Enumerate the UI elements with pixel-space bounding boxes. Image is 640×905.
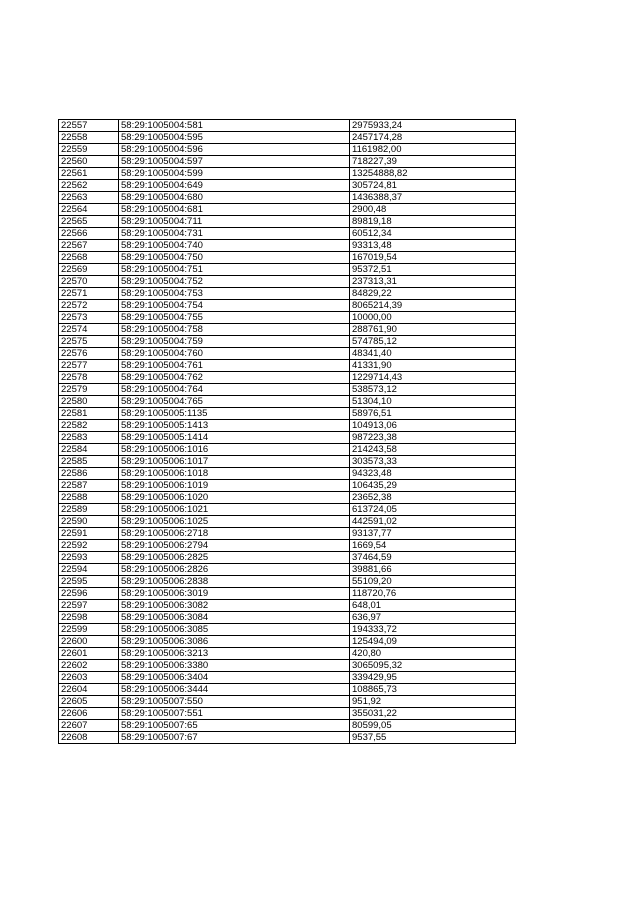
table-row	[59, 360, 516, 372]
value-cell: 194333,72	[350, 624, 516, 636]
row-number-cell: 22594	[59, 564, 119, 576]
row-number-cell: 22566	[59, 228, 119, 240]
table-row	[59, 468, 516, 480]
cadastral-number-cell: 58:29:1005006:3082	[119, 600, 350, 612]
value-cell: 339429,95	[350, 672, 516, 684]
cadastral-number-cell: 58:29:1005005:1414	[119, 432, 350, 444]
cadastral-number-cell: 58:29:1005007:551	[119, 708, 350, 720]
row-number-cell: 22581	[59, 408, 119, 420]
cadastral-number-cell: 58:29:1005007:67	[119, 732, 350, 744]
row-number-cell: 22573	[59, 312, 119, 324]
row-number-cell: 22564	[59, 204, 119, 216]
row-number-cell: 22585	[59, 456, 119, 468]
table-row	[59, 624, 516, 636]
row-number-cell: 22593	[59, 552, 119, 564]
table-row	[59, 504, 516, 516]
row-number-cell: 22558	[59, 132, 119, 144]
row-number-cell: 22606	[59, 708, 119, 720]
row-number-cell: 22587	[59, 480, 119, 492]
value-cell: 355031,22	[350, 708, 516, 720]
value-cell: 80599,05	[350, 720, 516, 732]
cadastral-number-cell: 58:29:1005006:1019	[119, 480, 350, 492]
value-cell: 108865,73	[350, 684, 516, 696]
table-row	[59, 144, 516, 156]
table-row	[59, 516, 516, 528]
table-row	[59, 420, 516, 432]
table-row	[59, 216, 516, 228]
row-number-cell: 22576	[59, 348, 119, 360]
value-cell: 288761,90	[350, 324, 516, 336]
cadastral-number-cell: 58:29:1005006:3085	[119, 624, 350, 636]
table-row	[59, 384, 516, 396]
cadastral-number-cell: 58:29:1005004:754	[119, 300, 350, 312]
cadastral-number-cell: 58:29:1005004:597	[119, 156, 350, 168]
table-row	[59, 660, 516, 672]
cadastral-number-cell: 58:29:1005004:762	[119, 372, 350, 384]
row-number-cell: 22568	[59, 252, 119, 264]
value-cell: 648,01	[350, 600, 516, 612]
row-number-cell: 22586	[59, 468, 119, 480]
table-row	[59, 528, 516, 540]
cadastral-number-cell: 58:29:1005004:595	[119, 132, 350, 144]
row-number-cell: 22598	[59, 612, 119, 624]
cadastral-number-cell: 58:29:1005004:681	[119, 204, 350, 216]
table-row	[59, 288, 516, 300]
value-cell: 48341,40	[350, 348, 516, 360]
row-number-cell: 22601	[59, 648, 119, 660]
value-cell: 987223,38	[350, 432, 516, 444]
row-number-cell: 22579	[59, 384, 119, 396]
row-number-cell: 22589	[59, 504, 119, 516]
table-row	[59, 564, 516, 576]
value-cell: 2457174,28	[350, 132, 516, 144]
table-row	[59, 228, 516, 240]
value-cell: 538573,12	[350, 384, 516, 396]
row-number-cell: 22560	[59, 156, 119, 168]
value-cell: 125494,09	[350, 636, 516, 648]
table-row	[59, 180, 516, 192]
value-cell: 3065095,32	[350, 660, 516, 672]
row-number-cell: 22565	[59, 216, 119, 228]
table-row	[59, 720, 516, 732]
cadastral-number-cell: 58:29:1005004:752	[119, 276, 350, 288]
value-cell: 167019,54	[350, 252, 516, 264]
value-cell: 305724,81	[350, 180, 516, 192]
cadastral-number-cell: 58:29:1005006:1017	[119, 456, 350, 468]
cadastral-number-cell: 58:29:1005006:1016	[119, 444, 350, 456]
value-cell: 51304,10	[350, 396, 516, 408]
row-number-cell: 22583	[59, 432, 119, 444]
value-cell: 718227,39	[350, 156, 516, 168]
cadastral-number-cell: 58:29:1005004:761	[119, 360, 350, 372]
row-number-cell: 22599	[59, 624, 119, 636]
cadastral-number-cell: 58:29:1005004:755	[119, 312, 350, 324]
table-row	[59, 456, 516, 468]
table-row	[59, 600, 516, 612]
value-cell: 93313,48	[350, 240, 516, 252]
table-row	[59, 300, 516, 312]
row-number-cell: 22557	[59, 120, 119, 132]
table-row	[59, 444, 516, 456]
row-number-cell: 22572	[59, 300, 119, 312]
cadastral-number-cell: 58:29:1005005:1135	[119, 408, 350, 420]
value-cell: 55109,20	[350, 576, 516, 588]
table-row	[59, 156, 516, 168]
table-row	[59, 684, 516, 696]
cadastral-number-cell: 58:29:1005004:599	[119, 168, 350, 180]
value-cell: 106435,29	[350, 480, 516, 492]
table-row	[59, 132, 516, 144]
row-number-cell: 22580	[59, 396, 119, 408]
value-cell: 613724,05	[350, 504, 516, 516]
value-cell: 1229714,43	[350, 372, 516, 384]
table-row	[59, 432, 516, 444]
value-cell: 23652,38	[350, 492, 516, 504]
table-row	[59, 276, 516, 288]
cadastral-number-cell: 58:29:1005004:753	[119, 288, 350, 300]
cadastral-number-cell: 58:29:1005006:2825	[119, 552, 350, 564]
table-row	[59, 540, 516, 552]
row-number-cell: 22562	[59, 180, 119, 192]
cadastral-number-cell: 58:29:1005004:759	[119, 336, 350, 348]
table-row	[59, 264, 516, 276]
value-cell: 237313,31	[350, 276, 516, 288]
table-row	[59, 324, 516, 336]
table-row	[59, 408, 516, 420]
value-cell: 951,92	[350, 696, 516, 708]
cadastral-number-cell: 58:29:1005004:765	[119, 396, 350, 408]
row-number-cell: 22608	[59, 732, 119, 744]
value-cell: 60512,34	[350, 228, 516, 240]
value-cell: 93137,77	[350, 528, 516, 540]
cadastral-number-cell: 58:29:1005004:581	[119, 120, 350, 132]
table-row	[59, 732, 516, 744]
table-row	[59, 708, 516, 720]
value-cell: 1436388,37	[350, 192, 516, 204]
row-number-cell: 22596	[59, 588, 119, 600]
cadastral-number-cell: 58:29:1005004:596	[119, 144, 350, 156]
table-body	[59, 120, 516, 744]
value-cell: 214243,58	[350, 444, 516, 456]
cadastral-number-cell: 58:29:1005004:740	[119, 240, 350, 252]
value-cell: 8065214,39	[350, 300, 516, 312]
value-cell: 420,80	[350, 648, 516, 660]
row-number-cell: 22578	[59, 372, 119, 384]
cadastral-number-cell: 58:29:1005007:550	[119, 696, 350, 708]
row-number-cell: 22584	[59, 444, 119, 456]
row-number-cell: 22597	[59, 600, 119, 612]
row-number-cell: 22569	[59, 264, 119, 276]
cadastral-number-cell: 58:29:1005006:1021	[119, 504, 350, 516]
value-cell: 303573,33	[350, 456, 516, 468]
cadastral-number-cell: 58:29:1005004:731	[119, 228, 350, 240]
value-cell: 39881,66	[350, 564, 516, 576]
value-cell: 104913,06	[350, 420, 516, 432]
row-number-cell: 22600	[59, 636, 119, 648]
value-cell: 37464,59	[350, 552, 516, 564]
row-number-cell: 22577	[59, 360, 119, 372]
value-cell: 95372,51	[350, 264, 516, 276]
cadastral-number-cell: 58:29:1005006:3086	[119, 636, 350, 648]
value-cell: 574785,12	[350, 336, 516, 348]
cadastral-number-cell: 58:29:1005006:2838	[119, 576, 350, 588]
row-number-cell: 22605	[59, 696, 119, 708]
table-row	[59, 204, 516, 216]
row-number-cell: 22590	[59, 516, 119, 528]
table-row	[59, 240, 516, 252]
table-row	[59, 576, 516, 588]
value-cell: 2975933,24	[350, 120, 516, 132]
row-number-cell: 22559	[59, 144, 119, 156]
table-row	[59, 492, 516, 504]
value-cell: 84829,22	[350, 288, 516, 300]
cadastral-number-cell: 58:29:1005006:1020	[119, 492, 350, 504]
cadastral-number-cell: 58:29:1005004:649	[119, 180, 350, 192]
table-row	[59, 312, 516, 324]
value-cell: 9537,55	[350, 732, 516, 744]
cadastral-number-cell: 58:29:1005006:1025	[119, 516, 350, 528]
table-row	[59, 348, 516, 360]
value-cell: 636,97	[350, 612, 516, 624]
row-number-cell: 22582	[59, 420, 119, 432]
table-row	[59, 696, 516, 708]
cadastral-number-cell: 58:29:1005006:3019	[119, 588, 350, 600]
table-row	[59, 168, 516, 180]
row-number-cell: 22575	[59, 336, 119, 348]
value-cell: 10000,00	[350, 312, 516, 324]
row-number-cell: 22603	[59, 672, 119, 684]
row-number-cell: 22561	[59, 168, 119, 180]
row-number-cell: 22607	[59, 720, 119, 732]
cadastral-number-cell: 58:29:1005006:2826	[119, 564, 350, 576]
row-number-cell: 22604	[59, 684, 119, 696]
row-number-cell: 22567	[59, 240, 119, 252]
table-row	[59, 336, 516, 348]
row-number-cell: 22588	[59, 492, 119, 504]
cadastral-number-cell: 58:29:1005004:711	[119, 216, 350, 228]
row-number-cell: 22571	[59, 288, 119, 300]
value-cell: 1161982,00	[350, 144, 516, 156]
value-cell: 2900,48	[350, 204, 516, 216]
value-cell: 58976,51	[350, 408, 516, 420]
table-row	[59, 192, 516, 204]
table-row	[59, 120, 516, 132]
cadastral-number-cell: 58:29:1005006:2794	[119, 540, 350, 552]
value-cell: 41331,90	[350, 360, 516, 372]
table-row	[59, 372, 516, 384]
cadastral-number-cell: 58:29:1005004:750	[119, 252, 350, 264]
cadastral-number-cell: 58:29:1005006:2718	[119, 528, 350, 540]
cadastral-number-cell: 58:29:1005004:680	[119, 192, 350, 204]
table-row	[59, 480, 516, 492]
data-table	[58, 119, 516, 744]
cadastral-number-cell: 58:29:1005004:751	[119, 264, 350, 276]
cadastral-number-cell: 58:29:1005004:764	[119, 384, 350, 396]
table-row	[59, 648, 516, 660]
row-number-cell: 22574	[59, 324, 119, 336]
row-number-cell: 22592	[59, 540, 119, 552]
table-row	[59, 588, 516, 600]
cadastral-number-cell: 58:29:1005006:3213	[119, 648, 350, 660]
cadastral-number-cell: 58:29:1005006:3084	[119, 612, 350, 624]
row-number-cell: 22602	[59, 660, 119, 672]
cadastral-number-cell: 58:29:1005006:3404	[119, 672, 350, 684]
value-cell: 442591,02	[350, 516, 516, 528]
value-cell: 94323,48	[350, 468, 516, 480]
value-cell: 118720,76	[350, 588, 516, 600]
table-row	[59, 672, 516, 684]
row-number-cell: 22591	[59, 528, 119, 540]
cadastral-number-cell: 58:29:1005006:3380	[119, 660, 350, 672]
cadastral-number-cell: 58:29:1005004:758	[119, 324, 350, 336]
table-row	[59, 552, 516, 564]
cadastral-number-cell: 58:29:1005004:760	[119, 348, 350, 360]
cadastral-number-cell: 58:29:1005007:65	[119, 720, 350, 732]
row-number-cell: 22595	[59, 576, 119, 588]
table-row	[59, 252, 516, 264]
cadastral-number-cell: 58:29:1005006:3444	[119, 684, 350, 696]
cadastral-number-cell: 58:29:1005005:1413	[119, 420, 350, 432]
row-number-cell: 22570	[59, 276, 119, 288]
table-row	[59, 612, 516, 624]
row-number-cell: 22563	[59, 192, 119, 204]
value-cell: 1669,54	[350, 540, 516, 552]
cadastral-number-cell: 58:29:1005006:1018	[119, 468, 350, 480]
table-row	[59, 636, 516, 648]
value-cell: 13254888,82	[350, 168, 516, 180]
table-row	[59, 396, 516, 408]
value-cell: 89819,18	[350, 216, 516, 228]
